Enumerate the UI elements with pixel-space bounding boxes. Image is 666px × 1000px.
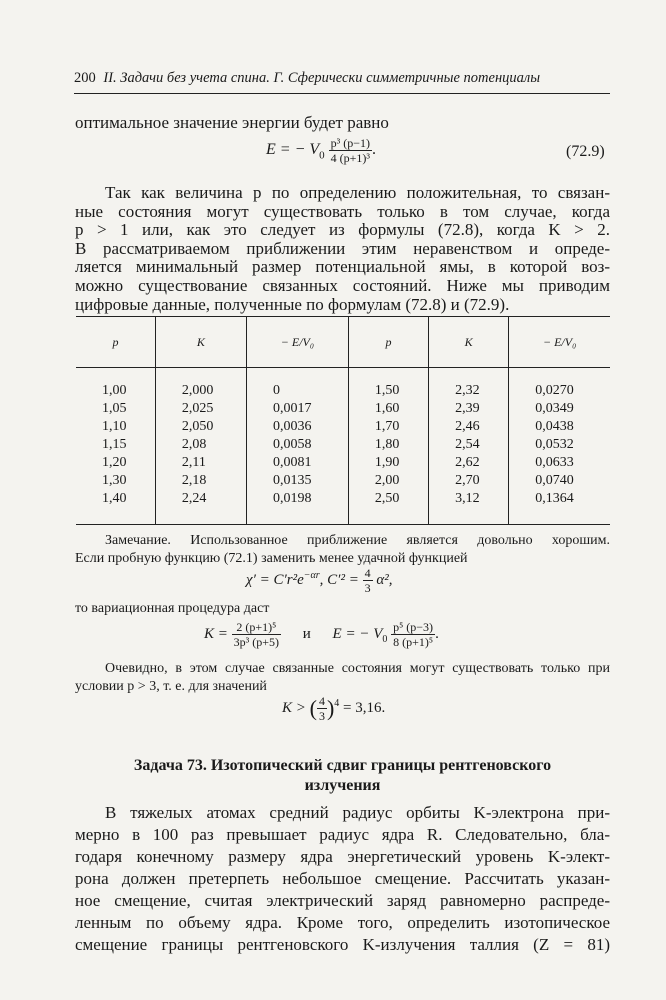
problem-line: рона должен претерпеть небольшое смещение. Рассчитать указан- [75, 869, 610, 888]
table-cell: 0,0270 [509, 368, 610, 401]
table-cell: 1,50 [348, 368, 428, 401]
table-cell: 1,15 [102, 437, 127, 452]
problem-line: мерно в 100 раз превышает радиус ядра R. Следовательно, бла- [75, 825, 610, 844]
eq-trial-left: χ′ = C′r²e [246, 571, 304, 588]
table-cell: 0,0740 [509, 472, 610, 490]
table-header-cell: K [155, 317, 246, 368]
table-cell: 2,08 [155, 436, 246, 454]
results-table [76, 316, 610, 525]
eq-72-9-sub: 0 [319, 149, 325, 162]
table-row [76, 490, 610, 525]
eq-k-numerator: 2 (p+1)⁵ [236, 620, 277, 634]
problem-line: ное смещение, считая электрический заряд равномерно распреде- [75, 891, 610, 910]
equation-k-bound: K > ( $\frac{4}{3}$ )$^4$ = 3,16. [282, 694, 386, 723]
paragraph-1-line: ляется минимальный размер потенциальной ямы, в которой воз- [75, 257, 610, 277]
table-row [76, 454, 610, 472]
eq-k-fraction [232, 620, 281, 649]
table-cell: 1,20 [102, 455, 127, 470]
eq-72-9-numerator: p³ (p−1) [330, 136, 370, 150]
paragraph-1-line: p > 1 или, как это следует из формулы (72.8), когда K > 2. [75, 220, 610, 240]
eq-e-numerator: p⁵ (p−3) [393, 620, 434, 634]
eq-e-lhs: E = − V [332, 625, 383, 642]
equation-trial-function [246, 566, 392, 595]
table-cell: 0,0135 [246, 472, 348, 490]
table-cell: 0 [246, 368, 348, 401]
table-cell: 2,11 [155, 454, 246, 472]
table-cell: 2,025 [155, 400, 246, 418]
table-cell: 1,10 [102, 419, 127, 434]
table-cell: 2,18 [155, 472, 246, 490]
eq-bound-lhs: K > [282, 699, 310, 716]
eq-e-fraction [391, 620, 435, 649]
table-row [76, 400, 610, 418]
remark-line: Замечание. Использованное приближение является довольно хорошим. [105, 533, 610, 548]
table-cell: 0,0036 [246, 418, 348, 436]
table-header-cell: p [348, 317, 428, 368]
table-cell: 0,0633 [509, 454, 610, 472]
table-cell: 1,40 [76, 490, 155, 525]
variational-text: то вариационная процедура даст [75, 601, 270, 616]
table-cell: 1,70 [348, 418, 428, 436]
eq-k-lhs: K = [204, 625, 228, 642]
problem-heading-line: излучения [304, 777, 381, 794]
eq-bound-numerator: 4 [318, 694, 325, 708]
running-header [74, 70, 610, 94]
eq-and-word: и [302, 625, 311, 642]
equation-k-and-e [204, 620, 439, 649]
table-cell: 0,0532 [509, 436, 610, 454]
eq-72-9-fraction [329, 136, 372, 165]
remark-line: Если пробную функцию (72.1) заменить менее удачной функцией [75, 551, 468, 566]
table-cell: 0,1364 [509, 490, 610, 525]
eq-72-9-denominator: 4 (p+1)³ [330, 151, 370, 165]
page-number: 200 [74, 70, 96, 86]
problem-line: ленным по объему ядра. Кроме того, определить изотопическое [75, 913, 610, 932]
eq-trial-right: α², [376, 571, 393, 588]
table-cell: 2,000 [155, 368, 246, 401]
eq-e-sub: 0 [382, 633, 388, 645]
paragraph-1-line: цифровые данные, полученные по формулам (72.8) и (72.9). [75, 294, 510, 314]
eq-e-denominator: 8 (p+1)⁵ [393, 635, 434, 649]
table-cell: 2,32 [429, 368, 509, 401]
eq-e-tail: . [435, 625, 439, 642]
table-cell: 3,12 [429, 490, 509, 525]
table-header-cell: p [76, 317, 155, 368]
table-cell: 2,24 [155, 490, 246, 525]
equation-72-9 [266, 136, 376, 165]
eq-bound-rhs: = 3,16. [339, 699, 386, 716]
table-cell: 2,050 [155, 418, 246, 436]
paragraph-1-line: можно существование связанных состояний. Ниже мы приводим [75, 276, 610, 295]
table-cell: 0,0438 [509, 418, 610, 436]
table-cell: 1,60 [348, 400, 428, 418]
paragraph-1-line: Так как величина p по определению положительная, то связан- [105, 183, 610, 202]
table-row [76, 368, 610, 401]
eq-72-9-tail: . [372, 141, 376, 159]
table-header-cell: − E/V₀ [246, 317, 348, 368]
eq-trial-fraction [363, 566, 373, 595]
eq-trial-denominator: 3 [364, 581, 371, 595]
table-cell: 1,90 [348, 454, 428, 472]
table-cell: 1,30 [102, 473, 127, 488]
eq-trial-exponent: −αr [303, 569, 320, 581]
intro-text: оптимальное значение энергии будет равно [75, 113, 389, 132]
table-row [76, 436, 610, 454]
table-cell: 2,50 [348, 490, 428, 525]
table-cell: 1,05 [102, 401, 127, 416]
eq-72-9-lhs: E = − V [266, 141, 320, 159]
table-cell: 2,00 [348, 472, 428, 490]
table-header-row [76, 317, 610, 368]
table-cell: 0,0198 [246, 490, 348, 525]
problem-heading-line: Задача 73. Изотопический сдвиг границы рентгеновского [133, 757, 552, 774]
table-cell: 2,62 [429, 454, 509, 472]
table-cell: 0,0058 [246, 436, 348, 454]
table-cell: 2,46 [429, 418, 509, 436]
problem-line: смещение границы рентгеновского K-излучения таллия (Z = 81) [75, 935, 610, 954]
table-row [76, 472, 610, 490]
table-cell: 0,0081 [246, 454, 348, 472]
paragraph-1-line: В рассматриваемом приближении этим неравенством и опреде- [75, 238, 610, 258]
table-cell: 0,0349 [509, 400, 610, 418]
table-cell: 1,80 [348, 436, 428, 454]
table-row [76, 418, 610, 436]
eq-trial-numerator: 4 [364, 566, 371, 580]
table-cell: 2,39 [429, 400, 509, 418]
table-cell: 2,54 [429, 436, 509, 454]
obvious-line: Очевидно, в этом случае связанные состояния могут существовать только при [105, 661, 610, 676]
equation-number-72-9: (72.9) [566, 143, 605, 160]
eq-bound-denominator: 3 [318, 709, 325, 723]
table-cell: 0,0017 [246, 400, 348, 418]
table-header-cell: − E/V₀ [509, 317, 610, 368]
problem-line: годаря конечному размеру ядра энергетический уровень K-элект- [75, 847, 610, 866]
table-header-cell: K [429, 317, 509, 368]
table-cell: 1,00 [102, 383, 127, 398]
paragraph-1-line: ные состояния могут существовать только в том случае, когда [75, 201, 610, 221]
problem-73-heading [75, 756, 610, 796]
table-cell: 2,70 [429, 472, 509, 490]
eq-trial-mid: , C′² = [319, 571, 363, 588]
eq-bound-fraction [317, 694, 327, 723]
eq-k-denominator: 3p³ (p+5) [233, 635, 279, 649]
eq-bound-power: 4 [334, 697, 340, 709]
problem-line: В тяжелых атомах средний радиус орбиты K-электрона при- [105, 803, 610, 822]
obvious-line: условии p > 3, т. е. для значений [75, 679, 267, 694]
running-title: II. Задачи без учета спина. Г. Сферически симметричные потенциалы [103, 70, 541, 86]
